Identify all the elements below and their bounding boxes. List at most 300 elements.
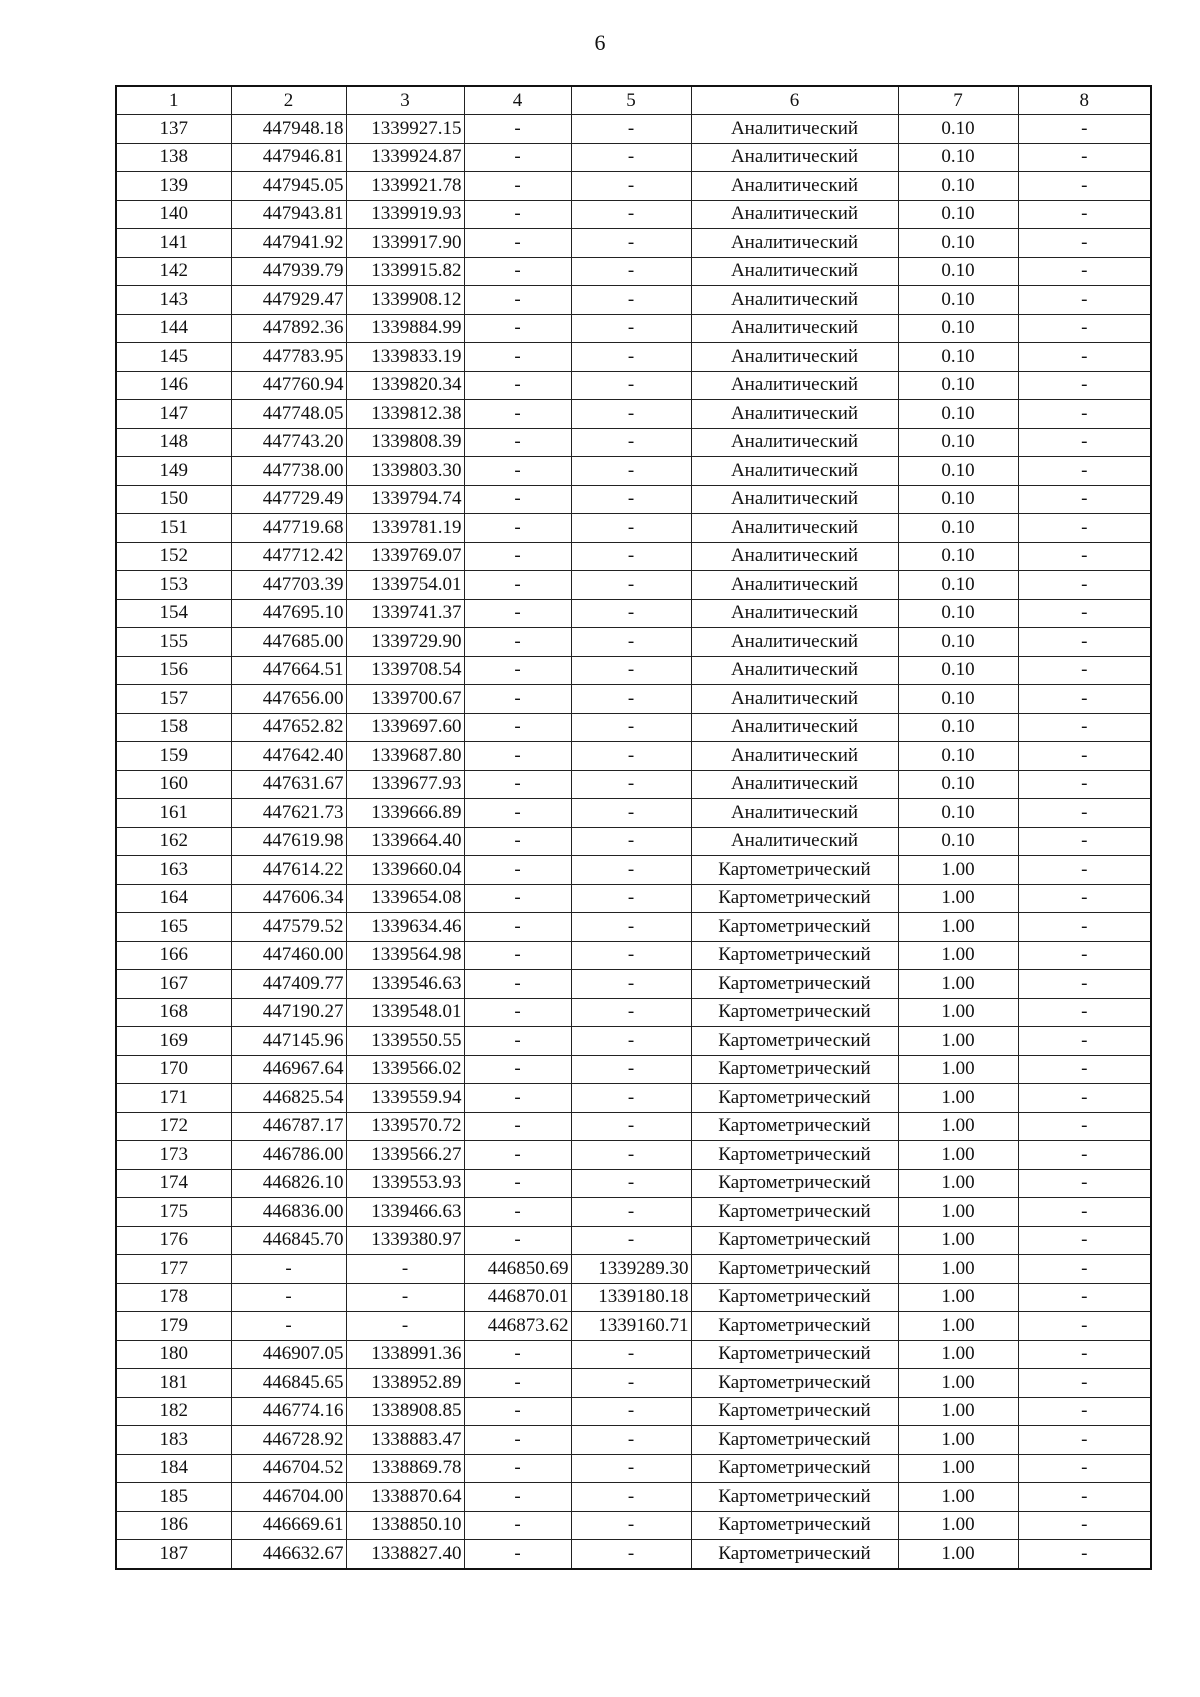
table-cell: - <box>571 1141 691 1170</box>
table-cell: 447945.05 <box>231 172 346 201</box>
table-row <box>116 998 1151 1027</box>
table-cell: 446850.69 <box>464 1255 571 1284</box>
table-cell: 171 <box>116 1084 231 1113</box>
table-cell: - <box>1018 970 1151 999</box>
table-row <box>116 685 1151 714</box>
table-cell: 0.10 <box>898 599 1018 628</box>
table-cell: 147 <box>116 400 231 429</box>
table-cell: 1.00 <box>898 1169 1018 1198</box>
table-row <box>116 143 1151 172</box>
table-cell: 142 <box>116 257 231 286</box>
table-cell: Аналитический <box>691 314 898 343</box>
table-row <box>116 827 1151 856</box>
table-cell: - <box>1018 1255 1151 1284</box>
table-cell: 140 <box>116 200 231 229</box>
table-row <box>116 1340 1151 1369</box>
table-cell: - <box>571 257 691 286</box>
table-cell: - <box>571 827 691 856</box>
table-cell: - <box>464 286 571 315</box>
table-cell: 0.10 <box>898 628 1018 657</box>
table-cell: Аналитический <box>691 115 898 144</box>
table-cell: 447743.20 <box>231 428 346 457</box>
table-cell: - <box>571 143 691 172</box>
table-cell: 1.00 <box>898 1055 1018 1084</box>
table-cell: - <box>571 172 691 201</box>
table-row <box>116 172 1151 201</box>
table-cell: - <box>571 229 691 258</box>
table-cell: Картометрический <box>691 1340 898 1369</box>
table-cell: 0.10 <box>898 143 1018 172</box>
table-cell: 1338850.10 <box>346 1511 464 1540</box>
table-row <box>116 913 1151 942</box>
table-cell: 447943.81 <box>231 200 346 229</box>
table-cell: - <box>346 1283 464 1312</box>
table-cell: - <box>1018 770 1151 799</box>
table-cell: 1.00 <box>898 1112 1018 1141</box>
table-cell: - <box>1018 1226 1151 1255</box>
table-row <box>116 200 1151 229</box>
table-row <box>116 1141 1151 1170</box>
table-cell: 1.00 <box>898 884 1018 913</box>
table-cell: 447642.40 <box>231 742 346 771</box>
table-cell: 1338883.47 <box>346 1426 464 1455</box>
table-cell: 0.10 <box>898 799 1018 828</box>
table-cell: 446786.00 <box>231 1141 346 1170</box>
table-cell: - <box>571 115 691 144</box>
table-cell: 1339289.30 <box>571 1255 691 1284</box>
table-cell: 1339660.04 <box>346 856 464 885</box>
table-cell: Аналитический <box>691 428 898 457</box>
table-cell: - <box>464 400 571 429</box>
table-row <box>116 457 1151 486</box>
table-cell: - <box>1018 599 1151 628</box>
table-row <box>116 599 1151 628</box>
table-cell: 1.00 <box>898 1027 1018 1056</box>
table-cell: - <box>1018 1426 1151 1455</box>
table-cell: - <box>464 656 571 685</box>
table-row <box>116 514 1151 543</box>
table-cell: 1338952.89 <box>346 1369 464 1398</box>
table-cell: - <box>464 913 571 942</box>
table-cell: Аналитический <box>691 713 898 742</box>
table-cell: Картометрический <box>691 1169 898 1198</box>
table-cell: Аналитический <box>691 143 898 172</box>
table-row <box>116 1084 1151 1113</box>
table-cell: 1338991.36 <box>346 1340 464 1369</box>
table-row <box>116 656 1151 685</box>
table-cell: 184 <box>116 1454 231 1483</box>
table-cell: 446967.64 <box>231 1055 346 1084</box>
table-cell: 447614.22 <box>231 856 346 885</box>
table-cell: - <box>571 1198 691 1227</box>
table-cell: - <box>571 884 691 913</box>
table-cell: - <box>1018 1397 1151 1426</box>
table-cell: 447946.81 <box>231 143 346 172</box>
table-cell: - <box>464 1027 571 1056</box>
table-cell: Аналитический <box>691 685 898 714</box>
table-cell: 1339833.19 <box>346 343 464 372</box>
table-cell: - <box>1018 200 1151 229</box>
table-cell: Аналитический <box>691 599 898 628</box>
table-cell: 155 <box>116 628 231 657</box>
table-cell: 152 <box>116 542 231 571</box>
table-cell: - <box>1018 1312 1151 1341</box>
table-cell: 0.10 <box>898 286 1018 315</box>
table-cell: 158 <box>116 713 231 742</box>
table-cell: Аналитический <box>691 742 898 771</box>
table-cell: 1.00 <box>898 941 1018 970</box>
table-cell: - <box>1018 371 1151 400</box>
table-cell: 151 <box>116 514 231 543</box>
table-cell: 173 <box>116 1141 231 1170</box>
table-cell: - <box>571 1426 691 1455</box>
table-cell: 1339546.63 <box>346 970 464 999</box>
table-row <box>116 628 1151 657</box>
table-cell: - <box>464 1084 571 1113</box>
table-cell: 0.10 <box>898 428 1018 457</box>
table-row <box>116 229 1151 258</box>
table-cell: - <box>571 656 691 685</box>
table-cell: - <box>1018 913 1151 942</box>
table-cell: 447948.18 <box>231 115 346 144</box>
table-cell: 447145.96 <box>231 1027 346 1056</box>
table-cell: 447685.00 <box>231 628 346 657</box>
table-cell: - <box>571 713 691 742</box>
table-row <box>116 286 1151 315</box>
table-row <box>116 1055 1151 1084</box>
table-cell: 1.00 <box>898 1397 1018 1426</box>
table-cell: 156 <box>116 656 231 685</box>
table-cell: 1339927.15 <box>346 115 464 144</box>
table-cell: 447664.51 <box>231 656 346 685</box>
column-header: 8 <box>1018 86 1151 115</box>
table-cell: 1339160.71 <box>571 1312 691 1341</box>
table-cell: 157 <box>116 685 231 714</box>
table-cell: 186 <box>116 1511 231 1540</box>
table-cell: 138 <box>116 143 231 172</box>
table-cell: 176 <box>116 1226 231 1255</box>
table-cell: 141 <box>116 229 231 258</box>
table-cell: - <box>1018 1454 1151 1483</box>
table-cell: 1338908.85 <box>346 1397 464 1426</box>
table-cell: 447892.36 <box>231 314 346 343</box>
table-cell: - <box>1018 656 1151 685</box>
table-cell: - <box>1018 428 1151 457</box>
table-cell: 447190.27 <box>231 998 346 1027</box>
table-row <box>116 1511 1151 1540</box>
table-cell: Аналитический <box>691 770 898 799</box>
table-cell: - <box>1018 1055 1151 1084</box>
table-cell: 447656.00 <box>231 685 346 714</box>
table-cell: - <box>1018 884 1151 913</box>
table-row <box>116 400 1151 429</box>
table-cell: - <box>464 485 571 514</box>
table-cell: 163 <box>116 856 231 885</box>
table-cell: 1339570.72 <box>346 1112 464 1141</box>
table-row <box>116 1198 1151 1227</box>
table-row <box>116 257 1151 286</box>
table-cell: 1339924.87 <box>346 143 464 172</box>
table-cell: - <box>1018 1027 1151 1056</box>
table-cell: Аналитический <box>691 229 898 258</box>
table-cell: - <box>464 856 571 885</box>
table-cell: Аналитический <box>691 400 898 429</box>
table-cell: 159 <box>116 742 231 771</box>
table-row <box>116 1454 1151 1483</box>
column-header: 1 <box>116 86 231 115</box>
table-cell: - <box>464 1426 571 1455</box>
page-number: 6 <box>594 30 606 55</box>
table-cell: - <box>464 371 571 400</box>
table-cell: 170 <box>116 1055 231 1084</box>
column-header: 4 <box>464 86 571 115</box>
table-row <box>116 314 1151 343</box>
table-cell: Аналитический <box>691 457 898 486</box>
table-cell: 1339664.40 <box>346 827 464 856</box>
table-cell: 1339915.82 <box>346 257 464 286</box>
table-cell: 1339729.90 <box>346 628 464 657</box>
table-cell: - <box>1018 1112 1151 1141</box>
table-cell: - <box>1018 400 1151 429</box>
table-cell: - <box>1018 1283 1151 1312</box>
table-cell: 446728.92 <box>231 1426 346 1455</box>
table-cell: 447941.92 <box>231 229 346 258</box>
table-cell: - <box>1018 115 1151 144</box>
table-cell: 0.10 <box>898 172 1018 201</box>
table-cell: Аналитический <box>691 286 898 315</box>
table-cell: 1339564.98 <box>346 941 464 970</box>
table-row <box>116 485 1151 514</box>
table-cell: 1.00 <box>898 1226 1018 1255</box>
table-cell: 1339921.78 <box>346 172 464 201</box>
table-cell: 1339812.38 <box>346 400 464 429</box>
table-cell: - <box>464 1055 571 1084</box>
table-cell: - <box>1018 742 1151 771</box>
table-cell: 1.00 <box>898 1483 1018 1512</box>
table-cell: 446826.10 <box>231 1169 346 1198</box>
table-row <box>116 799 1151 828</box>
table-row <box>116 1255 1151 1284</box>
table-cell: 446825.54 <box>231 1084 346 1113</box>
column-header: 3 <box>346 86 464 115</box>
table-cell: - <box>1018 685 1151 714</box>
table-cell: - <box>1018 343 1151 372</box>
table-cell: - <box>571 970 691 999</box>
table-cell: Картометрический <box>691 1540 898 1569</box>
table-cell: Картометрический <box>691 1084 898 1113</box>
table-cell: 154 <box>116 599 231 628</box>
table-cell: 1339808.39 <box>346 428 464 457</box>
table-cell: - <box>571 485 691 514</box>
table-cell: Картометрический <box>691 941 898 970</box>
table-cell: - <box>464 742 571 771</box>
table-cell: Аналитический <box>691 628 898 657</box>
table-cell: 447929.47 <box>231 286 346 315</box>
table-cell: 174 <box>116 1169 231 1198</box>
table-row <box>116 1369 1151 1398</box>
table-cell: - <box>346 1255 464 1284</box>
table-cell: - <box>1018 457 1151 486</box>
table-cell: 0.10 <box>898 257 1018 286</box>
table-cell: 0.10 <box>898 400 1018 429</box>
table-cell: - <box>231 1255 346 1284</box>
table-cell: 447631.67 <box>231 770 346 799</box>
table-cell: 1339666.89 <box>346 799 464 828</box>
table-cell: 1339559.94 <box>346 1084 464 1113</box>
table-cell: 172 <box>116 1112 231 1141</box>
table-cell: - <box>571 1226 691 1255</box>
table-cell: Картометрический <box>691 1397 898 1426</box>
table-cell: 1339794.74 <box>346 485 464 514</box>
table-cell: - <box>464 628 571 657</box>
table-cell: - <box>1018 514 1151 543</box>
table-cell: 447703.39 <box>231 571 346 600</box>
table-cell: 1339687.80 <box>346 742 464 771</box>
table-cell: - <box>464 514 571 543</box>
table-cell: 1.00 <box>898 856 1018 885</box>
table-cell: Картометрический <box>691 1226 898 1255</box>
table-cell: 1339919.93 <box>346 200 464 229</box>
table-cell: Картометрический <box>691 998 898 1027</box>
table-cell: 447460.00 <box>231 941 346 970</box>
table-cell: - <box>1018 485 1151 514</box>
table-cell: 1339803.30 <box>346 457 464 486</box>
table-cell: 168 <box>116 998 231 1027</box>
table-cell: - <box>464 970 571 999</box>
table-cell: 0.10 <box>898 457 1018 486</box>
table-cell: Картометрический <box>691 1312 898 1341</box>
table-cell: - <box>464 542 571 571</box>
table-cell: 1339634.46 <box>346 913 464 942</box>
column-header: 5 <box>571 86 691 115</box>
table-cell: - <box>571 799 691 828</box>
table-cell: Картометрический <box>691 1369 898 1398</box>
table-cell: - <box>571 770 691 799</box>
table-cell: Картометрический <box>691 1198 898 1227</box>
table-cell: - <box>231 1283 346 1312</box>
table-cell: 139 <box>116 172 231 201</box>
table-cell: 149 <box>116 457 231 486</box>
table-cell: - <box>1018 1198 1151 1227</box>
table-cell: 447729.49 <box>231 485 346 514</box>
table-cell: Картометрический <box>691 913 898 942</box>
table-cell: - <box>1018 1084 1151 1113</box>
table-cell: 446845.70 <box>231 1226 346 1255</box>
table-cell: Аналитический <box>691 200 898 229</box>
table-cell: 1339700.67 <box>346 685 464 714</box>
table-cell: Аналитический <box>691 827 898 856</box>
table-cell: - <box>464 685 571 714</box>
table-cell: 181 <box>116 1369 231 1398</box>
table-cell: 447619.98 <box>231 827 346 856</box>
table-cell: 1339548.01 <box>346 998 464 1027</box>
table-cell: 150 <box>116 485 231 514</box>
table-cell: - <box>571 1169 691 1198</box>
table-row <box>116 1112 1151 1141</box>
table-cell: - <box>464 998 571 1027</box>
table-cell: - <box>571 286 691 315</box>
table-cell: Аналитический <box>691 656 898 685</box>
table-cell: Аналитический <box>691 542 898 571</box>
table-cell: 0.10 <box>898 514 1018 543</box>
table-cell: - <box>571 457 691 486</box>
table-cell: 446704.00 <box>231 1483 346 1512</box>
table-cell: - <box>571 742 691 771</box>
table-cell: 447409.77 <box>231 970 346 999</box>
table-cell: 0.10 <box>898 314 1018 343</box>
table-cell: - <box>464 1511 571 1540</box>
table-cell: - <box>571 200 691 229</box>
table-cell: 0.10 <box>898 685 1018 714</box>
table-cell: - <box>464 1540 571 1569</box>
table-cell: - <box>571 400 691 429</box>
table-cell: - <box>464 1340 571 1369</box>
table-cell: 446669.61 <box>231 1511 346 1540</box>
table-cell: - <box>1018 286 1151 315</box>
table-cell: - <box>571 428 691 457</box>
table-row <box>116 1483 1151 1512</box>
table-cell: - <box>1018 1540 1151 1569</box>
table-cell: 0.10 <box>898 713 1018 742</box>
table-cell: 1339566.02 <box>346 1055 464 1084</box>
table-cell: - <box>1018 998 1151 1027</box>
table-cell: - <box>571 343 691 372</box>
table-row <box>116 713 1151 742</box>
table-cell: 1338827.40 <box>346 1540 464 1569</box>
table-row <box>116 1169 1151 1198</box>
table-cell: 137 <box>116 115 231 144</box>
table-cell: - <box>571 941 691 970</box>
table-cell: 1339677.93 <box>346 770 464 799</box>
table-cell: - <box>464 1112 571 1141</box>
table-cell: - <box>1018 799 1151 828</box>
table-cell: 0.10 <box>898 571 1018 600</box>
table-cell: 1.00 <box>898 1454 1018 1483</box>
table-cell: 446870.01 <box>464 1283 571 1312</box>
table-cell: 0.10 <box>898 229 1018 258</box>
table-cell: 143 <box>116 286 231 315</box>
table-cell: 1339754.01 <box>346 571 464 600</box>
column-header: 2 <box>231 86 346 115</box>
table-cell: - <box>464 599 571 628</box>
table-cell: - <box>464 1397 571 1426</box>
table-cell: 0.10 <box>898 371 1018 400</box>
table-cell: 169 <box>116 1027 231 1056</box>
table-cell: - <box>571 628 691 657</box>
table-row <box>116 1397 1151 1426</box>
table-cell: 145 <box>116 343 231 372</box>
table-cell: - <box>571 599 691 628</box>
table-row <box>116 1426 1151 1455</box>
table-cell: Картометрический <box>691 1112 898 1141</box>
table-cell: - <box>571 1511 691 1540</box>
table-cell: - <box>1018 1169 1151 1198</box>
table-cell: 447621.73 <box>231 799 346 828</box>
table-row <box>116 970 1151 999</box>
table-cell: - <box>464 770 571 799</box>
table-row <box>116 571 1151 600</box>
table-cell: - <box>1018 172 1151 201</box>
table-cell: - <box>464 1226 571 1255</box>
table-cell: 446632.67 <box>231 1540 346 1569</box>
table-cell: 144 <box>116 314 231 343</box>
table-cell: 0.10 <box>898 827 1018 856</box>
table-cell: - <box>1018 628 1151 657</box>
table-cell: - <box>571 314 691 343</box>
table-cell: - <box>464 1141 571 1170</box>
table-row <box>116 1312 1151 1341</box>
table-cell: - <box>464 428 571 457</box>
